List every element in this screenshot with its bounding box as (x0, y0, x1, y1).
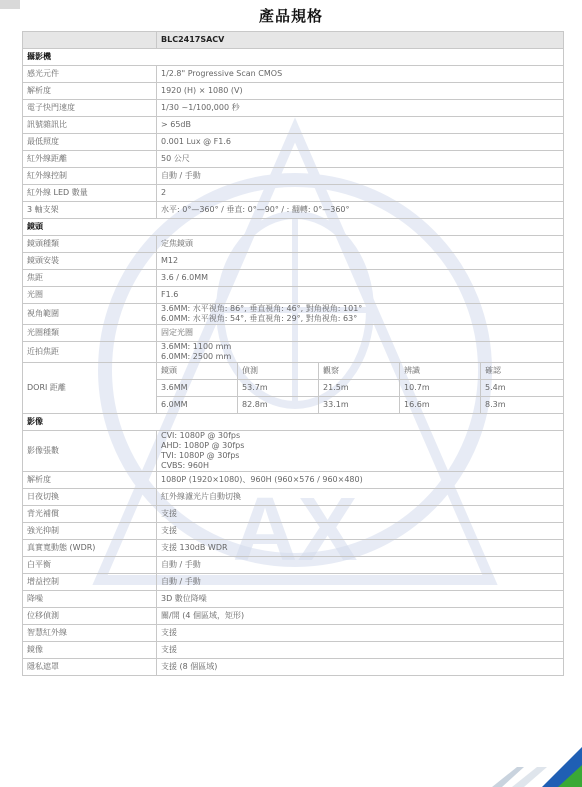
spec-label: 白平衡 (23, 557, 157, 574)
spec-value-line: CVI: 1080P @ 30fps (161, 431, 241, 440)
spec-row (23, 431, 564, 472)
header-blank (23, 32, 157, 49)
spec-label: 鏡頭安裝 (23, 253, 157, 270)
corner-decoration (462, 727, 582, 787)
spec-value: 支援 (157, 506, 564, 523)
spec-label: 光圈種類 (23, 325, 157, 342)
spec-label: 隱私遮罩 (23, 659, 157, 676)
spec-row (23, 642, 564, 659)
spec-row (23, 253, 564, 270)
spec-label: 近拍焦距 (23, 342, 157, 363)
spec-value: 自動 / 手動 (157, 168, 564, 185)
spec-value-line: 3.6MM: 水平視角: 86°, 垂直視角: 46°, 對角視角: 101° (161, 304, 363, 313)
spec-row (23, 304, 564, 325)
section-header (23, 219, 564, 236)
spec-value (157, 304, 564, 325)
spec-value (157, 342, 564, 363)
dori-cell: 6.0MM (157, 397, 238, 414)
dori-column-header: 觀察 (319, 363, 400, 380)
dori-cell: 3.6MM (157, 380, 238, 397)
spec-label: 紅外線距離 (23, 151, 157, 168)
spec-row (23, 342, 564, 363)
spec-row (23, 557, 564, 574)
spec-row (23, 100, 564, 117)
dori-cell: 82.8m (238, 397, 319, 414)
spec-row (23, 134, 564, 151)
spec-value: 支援 130dB WDR (157, 540, 564, 557)
dori-cell: 53.7m (238, 380, 319, 397)
spec-label: 解析度 (23, 83, 157, 100)
spec-label: 視角範圍 (23, 304, 157, 325)
section-header (23, 49, 564, 66)
spec-value: 紅外線濾光片自動切換 (157, 489, 564, 506)
spec-value: 3.6 / 6.0MM (157, 270, 564, 287)
spec-row (23, 185, 564, 202)
spec-value: 支援 (157, 523, 564, 540)
spec-label: 3 軸支架 (23, 202, 157, 219)
model-header-row (23, 32, 564, 49)
spec-row (23, 523, 564, 540)
spec-label: 真實寬動態 (WDR) (23, 540, 157, 557)
model-name: BLC2417SACV (157, 32, 564, 49)
spec-label: 光圈 (23, 287, 157, 304)
spec-row (23, 591, 564, 608)
spec-value: 水平: 0°—360° / 垂直: 0°—90° / : 翻轉: 0°—360° (157, 202, 564, 219)
dori-column-header: 確認 (481, 363, 564, 380)
section-title: 鏡頭 (23, 219, 564, 236)
spec-row (23, 325, 564, 342)
spec-value: 自動 / 手動 (157, 557, 564, 574)
spec-row (23, 608, 564, 625)
dori-cell: 16.6m (400, 397, 481, 414)
spec-row (23, 625, 564, 642)
page-title: 產品規格 (258, 7, 323, 25)
spec-table (22, 31, 564, 676)
spec-value: 自動 / 手動 (157, 574, 564, 591)
spec-row (23, 574, 564, 591)
spec-value: 固定光圈 (157, 325, 564, 342)
spec-row (23, 168, 564, 185)
spec-label: 影像張數 (23, 431, 157, 472)
spec-row (23, 540, 564, 557)
spec-label: 智慧紅外線 (23, 625, 157, 642)
spec-row (23, 489, 564, 506)
spec-value: 支援 (157, 642, 564, 659)
watermark-text: AX (232, 480, 358, 580)
spec-value: 50 公尺 (157, 151, 564, 168)
spec-value: 支援 (8 個區域) (157, 659, 564, 676)
dori-column-header: 辨識 (400, 363, 481, 380)
spec-value: 3D 數位降噪 (157, 591, 564, 608)
spec-row (23, 270, 564, 287)
spec-row (23, 117, 564, 134)
spec-label: 位移偵測 (23, 608, 157, 625)
spec-label: 強光抑制 (23, 523, 157, 540)
dori-label: DORI 距離 (23, 363, 157, 414)
spec-value: 定焦鏡頭 (157, 236, 564, 253)
spec-value-line: 6.0MM: 2500 mm (161, 352, 232, 361)
spec-row (23, 287, 564, 304)
spec-label: 電子快門速度 (23, 100, 157, 117)
spec-row (23, 151, 564, 168)
spec-label: 日夜切換 (23, 489, 157, 506)
spec-value: 1/2.8" Progressive Scan CMOS (157, 66, 564, 83)
section-title: 影像 (23, 414, 564, 431)
spec-label: 鏡頭種類 (23, 236, 157, 253)
spec-label: 訊號雜訊比 (23, 117, 157, 134)
spec-value: 1920 (H) × 1080 (V) (157, 83, 564, 100)
spec-value: > 65dB (157, 117, 564, 134)
spec-value-line: AHD: 1080P @ 30fps (161, 441, 245, 450)
spec-value-line: TVI: 1080P @ 30fps (161, 451, 240, 460)
spec-label: 最低照度 (23, 134, 157, 151)
dori-cell: 21.5m (319, 380, 400, 397)
spec-label: 紅外線 LED 數量 (23, 185, 157, 202)
spec-value: M12 (157, 253, 564, 270)
spec-label: 感光元件 (23, 66, 157, 83)
spec-label: 紅外線控制 (23, 168, 157, 185)
spec-label: 鏡像 (23, 642, 157, 659)
spec-label: 降噪 (23, 591, 157, 608)
spec-label: 增益控制 (23, 574, 157, 591)
spec-value: 2 (157, 185, 564, 202)
spec-value: 關/開 (4 個區域，矩形) (157, 608, 564, 625)
dori-cell: 10.7m (400, 380, 481, 397)
spec-value: 0.001 Lux @ F1.6 (157, 134, 564, 151)
spec-row (23, 236, 564, 253)
spec-value: 1/30 ~1/100,000 秒 (157, 100, 564, 117)
dori-cell: 33.1m (319, 397, 400, 414)
spec-row (23, 659, 564, 676)
section-header (23, 414, 564, 431)
spec-value: 支援 (157, 625, 564, 642)
spec-label: 焦距 (23, 270, 157, 287)
spec-value: F1.6 (157, 287, 564, 304)
spec-row (23, 202, 564, 219)
spec-value (157, 431, 564, 472)
dori-cell: 8.3m (481, 397, 564, 414)
spec-label: 背光補償 (23, 506, 157, 523)
spec-value-line: CVBS: 960H (161, 461, 210, 470)
spec-value: 1080P (1920×1080)、960H (960×576 / 960×480) (157, 472, 564, 489)
dori-column-header: 偵測 (238, 363, 319, 380)
dori-column-header: 鏡頭 (157, 363, 238, 380)
dori-cell: 5.4m (481, 380, 564, 397)
spec-row (23, 66, 564, 83)
spec-label: 解析度 (23, 472, 157, 489)
section-title: 攝影機 (23, 49, 564, 66)
spec-row (23, 83, 564, 100)
dori-header-row (23, 363, 564, 380)
spec-value-line: 3.6MM: 1100 mm (161, 342, 232, 351)
spec-value-line: 6.0MM: 水平視角: 54°, 垂直視角: 29°, 對角視角: 63° (161, 314, 358, 323)
spec-row (23, 506, 564, 523)
spec-row (23, 472, 564, 489)
